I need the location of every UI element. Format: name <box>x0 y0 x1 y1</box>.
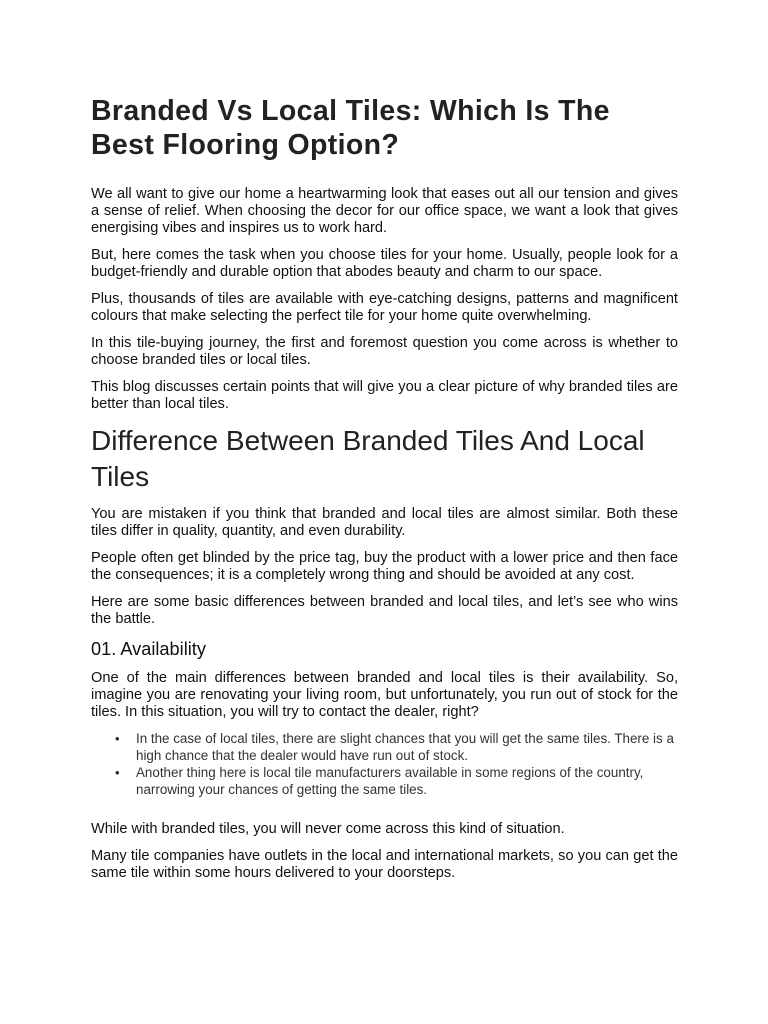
intro-paragraph-3: Plus, thousands of tiles are available with eye-catching designs, patterns and magnificent colours that make selecting the perfect tile for your home quite overwhelming. <box>91 291 678 324</box>
list-item-text: Another thing here is local tile manufacturers available in some regions of the country, narrowing your chances of getting the same tiles. <box>136 765 644 797</box>
intro-paragraph-1: We all want to give our home a heartwarming look that eases out all our tension and gives a sense of relief. When choosing the decor for our office space, we want a look that gives energising vibes and inspires us to work hard. <box>91 186 678 236</box>
list-item <box>115 731 678 764</box>
section-heading: Difference Between Branded Tiles And Local Tiles <box>91 425 645 492</box>
bullet-marker: • <box>115 765 120 780</box>
bullet-list <box>91 731 678 798</box>
section-paragraph-1: You are mistaken if you think that branded and local tiles are almost similar. Both these tiles differ in quality, quantity, and even durability. <box>91 506 678 539</box>
closing-paragraph-2: Many tile companies have outlets in the local and international markets, so you can get the same tile within some hours delivered to your doorsteps. <box>91 848 678 881</box>
document-title: Branded Vs Local Tiles: Which Is The Best Flooring Option? <box>91 95 610 161</box>
intro-paragraph-2: But, here comes the task when you choose tiles for your home. Usually, people look for a budget-friendly and durable option that abodes beauty and charm to our space. <box>91 247 678 280</box>
bullet-marker: • <box>115 731 120 746</box>
list-item-text: In the case of local tiles, there are slight chances that you will get the same tiles. There is a high chance that the dealer would have run out of stock. <box>136 731 674 763</box>
subsection-heading: 01. Availability <box>91 639 206 659</box>
intro-paragraph-4: In this tile-buying journey, the first and foremost question you come across is whether to choose branded tiles or local tiles. <box>91 335 678 368</box>
intro-paragraph-5: This blog discusses certain points that will give you a clear picture of why branded tiles are better than local tiles. <box>91 379 678 412</box>
list-item <box>115 765 678 798</box>
closing-paragraph-1: While with branded tiles, you will never come across this kind of situation. <box>91 821 565 837</box>
section-paragraph-3: Here are some basic differences between branded and local tiles, and let’s see who wins the battle. <box>91 594 678 627</box>
section-paragraph-2: People often get blinded by the price tag, buy the product with a lower price and then face the consequences; it is a completely wrong thing and should be avoided at any cost. <box>91 550 678 583</box>
subsection-lead-paragraph: One of the main differences between branded and local tiles is their availability. So, imagine you are renovating your living room, but unfortunately, you run out of stock for the tiles. In this situation, you will try to contact the dealer, right? <box>91 670 678 720</box>
